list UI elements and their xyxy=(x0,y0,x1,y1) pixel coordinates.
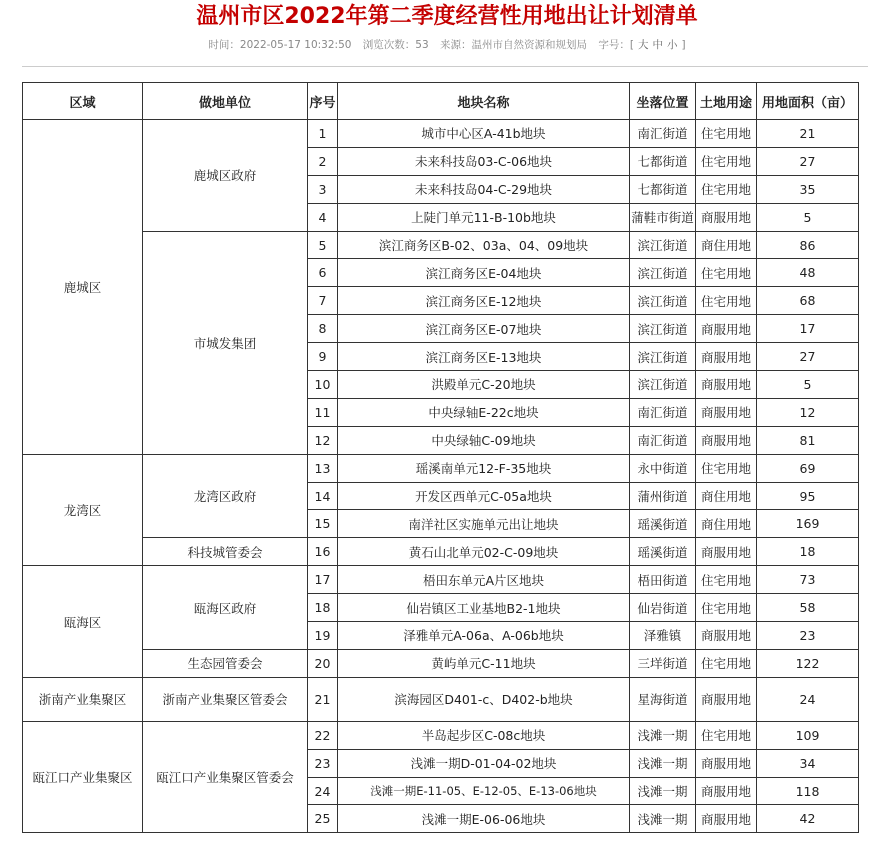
parcel-name: 浅滩一期E-06-06地块 xyxy=(338,805,630,833)
row-no: 18 xyxy=(308,594,338,622)
parcel-area: 35 xyxy=(757,175,859,203)
parcel-location: 瑶溪街道 xyxy=(630,538,696,566)
parcel-use: 商服用地 xyxy=(696,677,757,721)
font-size-label: 字号： xyxy=(598,39,630,51)
row-no: 17 xyxy=(308,566,338,594)
view-count-label: 浏览次数： xyxy=(362,39,416,51)
table-row xyxy=(23,231,859,259)
parcel-use: 商服用地 xyxy=(696,749,757,777)
parcel-area: 118 xyxy=(757,777,859,805)
row-no: 6 xyxy=(308,259,338,287)
parcel-area: 81 xyxy=(757,426,859,454)
parcel-name: 黄石山北单元02-C-09地块 xyxy=(338,538,630,566)
row-no: 25 xyxy=(308,805,338,833)
parcel-area: 95 xyxy=(757,482,859,510)
row-no: 10 xyxy=(308,371,338,399)
header-area: 用地面积（亩） xyxy=(757,83,859,120)
parcel-use: 商住用地 xyxy=(696,482,757,510)
publish-time-value: 2022-05-17 10:32:50 xyxy=(239,39,352,51)
bracket-close: ] xyxy=(681,39,686,51)
row-no: 24 xyxy=(308,777,338,805)
region-cell: 鹿城区 xyxy=(23,120,143,455)
row-no: 7 xyxy=(308,287,338,315)
page-title: 温州市区2022年第二季度经营性用地出让计划清单 xyxy=(196,4,698,29)
parcel-area: 17 xyxy=(757,315,859,343)
parcel-name: 滨海园区D401-c、D402-b地块 xyxy=(338,677,630,721)
row-no: 20 xyxy=(308,649,338,677)
parcel-location: 浅滩一期 xyxy=(630,749,696,777)
parcel-use: 住宅用地 xyxy=(696,287,757,315)
region-cell: 龙湾区 xyxy=(23,454,143,566)
parcel-use: 商服用地 xyxy=(696,371,757,399)
parcel-area: 169 xyxy=(757,510,859,538)
row-no: 13 xyxy=(308,454,338,482)
parcel-area: 122 xyxy=(757,649,859,677)
parcel-name: 滨江商务区E-13地块 xyxy=(338,343,630,371)
row-no: 12 xyxy=(308,426,338,454)
parcel-use: 住宅用地 xyxy=(696,120,757,148)
view-count xyxy=(363,39,429,51)
unit-cell: 鹿城区政府 xyxy=(143,120,308,232)
table-row xyxy=(23,677,859,721)
source-value: 温州市自然资源和规划局 xyxy=(471,39,588,51)
font-size-medium-button[interactable]: 中 xyxy=(652,39,663,51)
parcel-use: 商服用地 xyxy=(696,538,757,566)
parcel-name: 中央绿轴C-09地块 xyxy=(338,426,630,454)
parcel-use: 商服用地 xyxy=(696,203,757,231)
parcel-name: 浅滩一期E-11-05、E-12-05、E-13-06地块 xyxy=(338,777,630,805)
table-row xyxy=(23,120,859,148)
parcel-location: 南汇街道 xyxy=(630,120,696,148)
parcel-use: 住宅用地 xyxy=(696,594,757,622)
table-row xyxy=(23,538,859,566)
source xyxy=(440,39,587,51)
parcel-location: 滨江街道 xyxy=(630,259,696,287)
header-no: 序号 xyxy=(308,83,338,120)
parcel-use: 住宅用地 xyxy=(696,454,757,482)
font-size-large-button[interactable]: 大 xyxy=(637,39,649,51)
row-no: 3 xyxy=(308,175,338,203)
parcel-use: 商住用地 xyxy=(696,510,757,538)
parcel-location: 浅滩一期 xyxy=(630,777,696,805)
parcel-area: 34 xyxy=(757,749,859,777)
parcel-use: 商服用地 xyxy=(696,622,757,650)
parcel-location: 永中街道 xyxy=(630,454,696,482)
parcel-name: 滨江商务区E-04地块 xyxy=(338,259,630,287)
table-row xyxy=(23,566,859,594)
unit-cell: 生态园管委会 xyxy=(143,649,308,677)
parcel-use: 商服用地 xyxy=(696,398,757,426)
row-no: 15 xyxy=(308,510,338,538)
header-land-use: 土地用途 xyxy=(696,83,757,120)
parcel-use: 住宅用地 xyxy=(696,259,757,287)
parcel-name: 半岛起步区C-08c地块 xyxy=(338,721,630,749)
parcel-area: 12 xyxy=(757,398,859,426)
parcel-location: 七都街道 xyxy=(630,147,696,175)
table-row xyxy=(23,454,859,482)
row-no: 22 xyxy=(308,721,338,749)
parcel-use: 住宅用地 xyxy=(696,649,757,677)
parcel-location: 七都街道 xyxy=(630,175,696,203)
parcel-use: 住宅用地 xyxy=(696,566,757,594)
parcel-area: 58 xyxy=(757,594,859,622)
publish-time-label: 时间： xyxy=(208,39,240,51)
parcel-name: 南洋社区实施单元出让地块 xyxy=(338,510,630,538)
row-no: 19 xyxy=(308,622,338,650)
parcel-name: 仙岩镇区工业基地B2-1地块 xyxy=(338,594,630,622)
parcel-name: 滨江商务区E-12地块 xyxy=(338,287,630,315)
parcel-name: 中央绿轴E-22c地块 xyxy=(338,398,630,426)
unit-cell: 浙南产业集聚区管委会 xyxy=(143,677,308,721)
source-label: 来源： xyxy=(440,39,472,51)
parcel-use: 商服用地 xyxy=(696,426,757,454)
parcel-location: 瑶溪街道 xyxy=(630,510,696,538)
unit-cell: 市城发集团 xyxy=(143,231,308,454)
parcel-name: 梧田东单元A片区地块 xyxy=(338,566,630,594)
parcel-location: 蒲州街道 xyxy=(630,482,696,510)
parcel-location: 仙岩街道 xyxy=(630,594,696,622)
parcel-area: 23 xyxy=(757,622,859,650)
parcel-name: 滨江商务区E-07地块 xyxy=(338,315,630,343)
parcel-location: 浅滩一期 xyxy=(630,805,696,833)
row-no: 1 xyxy=(308,120,338,148)
parcel-location: 滨江街道 xyxy=(630,315,696,343)
font-size-small-button[interactable]: 小 xyxy=(666,39,678,51)
unit-cell: 龙湾区政府 xyxy=(143,454,308,538)
parcel-area: 18 xyxy=(757,538,859,566)
parcel-area: 73 xyxy=(757,566,859,594)
header-divider xyxy=(22,66,868,67)
parcel-name: 未来科技岛04-C-29地块 xyxy=(338,175,630,203)
parcel-location: 滨江街道 xyxy=(630,343,696,371)
parcel-location: 蒲鞋市街道 xyxy=(630,203,696,231)
parcel-area: 24 xyxy=(757,677,859,721)
table-row xyxy=(23,721,859,749)
parcel-location: 浅滩一期 xyxy=(630,721,696,749)
header-parcel-name: 地块名称 xyxy=(338,83,630,120)
region-cell: 瓯江口产业集聚区 xyxy=(23,721,143,833)
parcel-location: 泽雅镇 xyxy=(630,622,696,650)
row-no: 14 xyxy=(308,482,338,510)
row-no: 23 xyxy=(308,749,338,777)
parcel-name: 未来科技岛03-C-06地块 xyxy=(338,147,630,175)
parcel-area: 21 xyxy=(757,120,859,148)
parcel-location: 滨江街道 xyxy=(630,371,696,399)
unit-cell: 科技城管委会 xyxy=(143,538,308,566)
parcel-area: 27 xyxy=(757,147,859,175)
parcel-area: 109 xyxy=(757,721,859,749)
land-plan-table xyxy=(22,82,859,833)
parcel-name: 泽雅单元A-06a、A-06b地块 xyxy=(338,622,630,650)
row-no: 9 xyxy=(308,343,338,371)
view-count-value: 53 xyxy=(415,39,429,51)
table-header-row xyxy=(23,83,859,120)
parcel-area: 48 xyxy=(757,259,859,287)
parcel-location: 滨江街道 xyxy=(630,287,696,315)
parcel-area: 42 xyxy=(757,805,859,833)
parcel-area: 69 xyxy=(757,454,859,482)
parcel-area: 68 xyxy=(757,287,859,315)
unit-cell: 瓯江口产业集聚区管委会 xyxy=(143,721,308,833)
bracket-open: [ xyxy=(629,39,634,51)
row-no: 11 xyxy=(308,398,338,426)
font-size-control xyxy=(598,39,685,51)
parcel-location: 滨江街道 xyxy=(630,231,696,259)
parcel-name: 城市中心区A-41b地块 xyxy=(338,120,630,148)
parcel-name: 洪殿单元C-20地块 xyxy=(338,371,630,399)
publish-time xyxy=(208,39,351,51)
parcel-name: 开发区西单元C-05a地块 xyxy=(338,482,630,510)
parcel-use: 住宅用地 xyxy=(696,175,757,203)
row-no: 21 xyxy=(308,677,338,721)
region-cell: 浙南产业集聚区 xyxy=(23,677,143,721)
parcel-location: 星海街道 xyxy=(630,677,696,721)
parcel-name: 浅滩一期D-01-04-02地块 xyxy=(338,749,630,777)
parcel-location: 南汇街道 xyxy=(630,426,696,454)
header-unit: 做地单位 xyxy=(143,83,308,120)
parcel-use: 住宅用地 xyxy=(696,721,757,749)
parcel-use: 商服用地 xyxy=(696,343,757,371)
header-region: 区域 xyxy=(23,83,143,120)
article-meta xyxy=(0,38,894,52)
parcel-name: 滨江商务区B-02、03a、04、09地块 xyxy=(338,231,630,259)
parcel-use: 商服用地 xyxy=(696,315,757,343)
header-location: 坐落位置 xyxy=(630,83,696,120)
parcel-use: 商服用地 xyxy=(696,777,757,805)
parcel-use: 商住用地 xyxy=(696,231,757,259)
unit-cell: 瓯海区政府 xyxy=(143,566,308,650)
parcel-location: 梧田街道 xyxy=(630,566,696,594)
parcel-name: 上陡门单元11-B-10b地块 xyxy=(338,203,630,231)
table-row xyxy=(23,649,859,677)
parcel-location: 三垟街道 xyxy=(630,649,696,677)
row-no: 2 xyxy=(308,147,338,175)
parcel-area: 5 xyxy=(757,203,859,231)
row-no: 5 xyxy=(308,231,338,259)
region-cell: 瓯海区 xyxy=(23,566,143,678)
parcel-area: 5 xyxy=(757,371,859,399)
parcel-name: 黄屿单元C-11地块 xyxy=(338,649,630,677)
parcel-area: 27 xyxy=(757,343,859,371)
parcel-name: 瑶溪南单元12-F-35地块 xyxy=(338,454,630,482)
parcel-location: 南汇街道 xyxy=(630,398,696,426)
parcel-use: 商服用地 xyxy=(696,805,757,833)
row-no: 16 xyxy=(308,538,338,566)
row-no: 4 xyxy=(308,203,338,231)
parcel-area: 86 xyxy=(757,231,859,259)
parcel-use: 住宅用地 xyxy=(696,147,757,175)
row-no: 8 xyxy=(308,315,338,343)
